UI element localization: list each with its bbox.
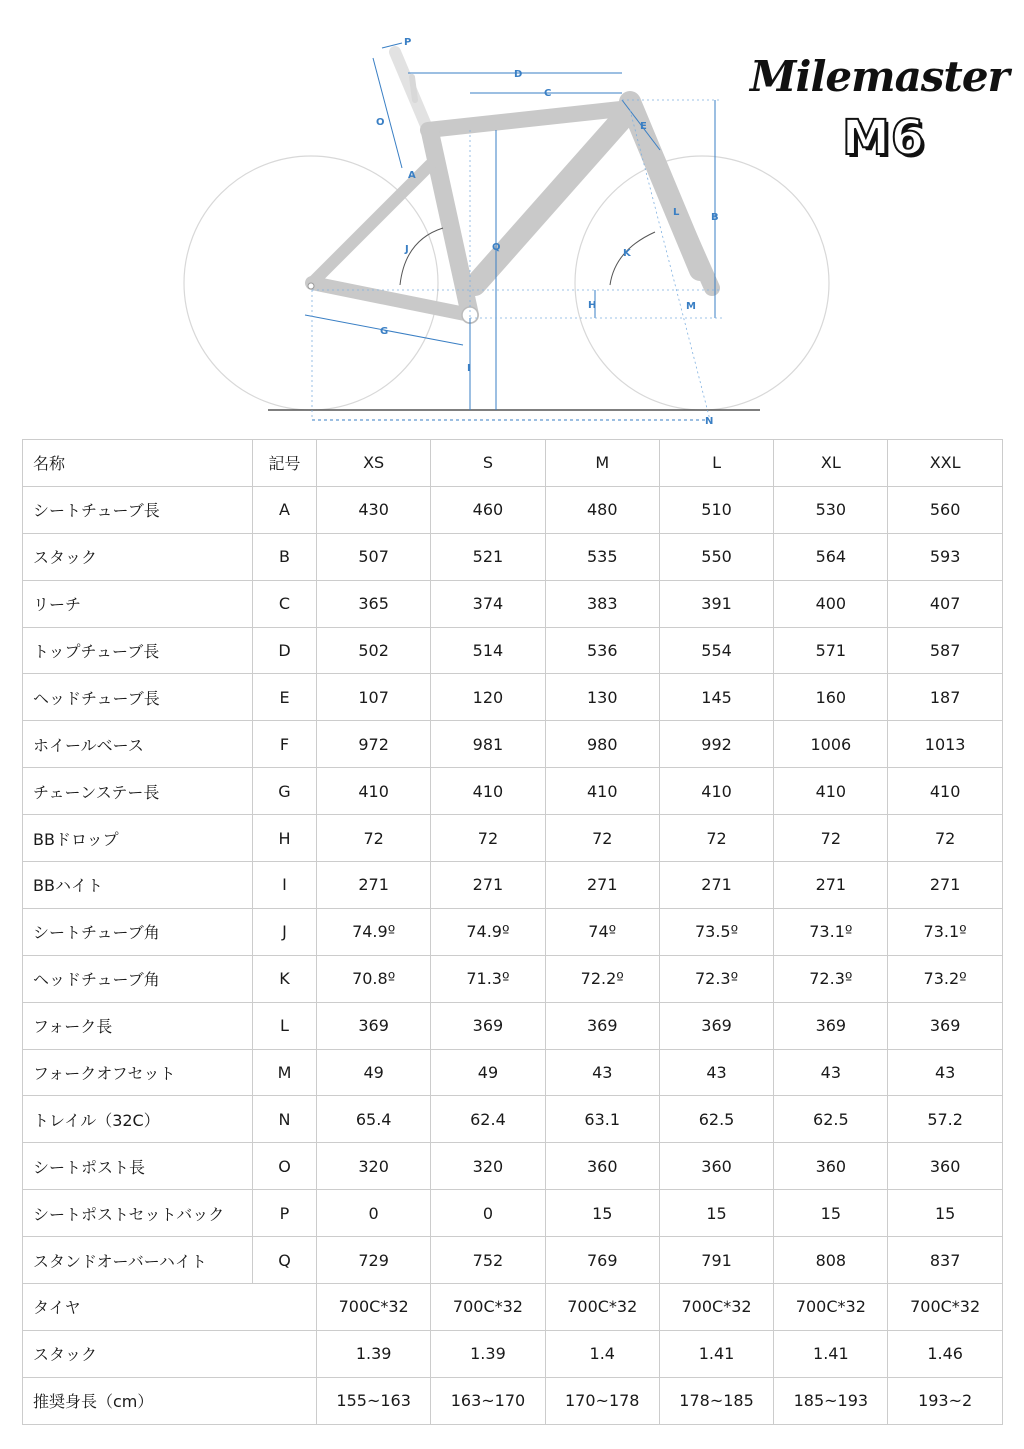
table-row <box>23 768 1003 815</box>
row-name: スタック <box>23 1330 317 1377</box>
label-c: C <box>544 88 552 99</box>
size-value: 700C*32 <box>431 1284 545 1331</box>
brand-script: Milemaster <box>750 52 1009 101</box>
label-i: I <box>467 363 471 374</box>
table-row <box>23 1143 1003 1190</box>
row-name: ホイールベース <box>23 721 253 768</box>
size-value: 410 <box>317 768 431 815</box>
table-row <box>23 1237 1003 1284</box>
size-value: 178~185 <box>659 1377 773 1424</box>
size-value: 374 <box>431 580 545 627</box>
size-value: 15 <box>774 1190 888 1237</box>
row-name: タイヤ <box>23 1284 317 1331</box>
row-name: シートポスト長 <box>23 1143 253 1190</box>
size-value: 587 <box>888 627 1002 674</box>
row-name: トップチューブ長 <box>23 627 253 674</box>
size-value: 271 <box>659 862 773 909</box>
size-value: 507 <box>317 533 431 580</box>
size-value: 360 <box>888 1143 1002 1190</box>
size-value: 71.3º <box>431 955 545 1002</box>
row-name: スタンドオーバーハイト <box>23 1237 253 1284</box>
geometry-table <box>22 439 1003 1425</box>
size-value: 1.41 <box>774 1330 888 1377</box>
size-value: 193~2 <box>888 1377 1002 1424</box>
row-code: O <box>253 1143 317 1190</box>
size-value: 72 <box>545 815 659 862</box>
header-cell: L <box>659 440 773 487</box>
table-header-row <box>23 440 1003 487</box>
size-value: 536 <box>545 627 659 674</box>
size-value: 808 <box>774 1237 888 1284</box>
size-value: 271 <box>431 862 545 909</box>
size-value: 1.41 <box>659 1330 773 1377</box>
size-value: 369 <box>317 1002 431 1049</box>
size-value: 550 <box>659 533 773 580</box>
size-value: 72 <box>774 815 888 862</box>
size-value: 391 <box>659 580 773 627</box>
size-value: 369 <box>774 1002 888 1049</box>
size-value: 1.4 <box>545 1330 659 1377</box>
size-value: 74.9º <box>431 908 545 955</box>
size-value: 992 <box>659 721 773 768</box>
size-value: 43 <box>545 1049 659 1096</box>
size-value: 187 <box>888 674 1002 721</box>
geometry-table-body <box>23 440 1003 1425</box>
row-code: L <box>253 1002 317 1049</box>
size-value: 1.39 <box>317 1330 431 1377</box>
row-name: フォーク長 <box>23 1002 253 1049</box>
row-name: チェーンステー長 <box>23 768 253 815</box>
table-row <box>23 1190 1003 1237</box>
table-row <box>23 1377 1003 1424</box>
size-value: 369 <box>659 1002 773 1049</box>
size-value: 564 <box>774 533 888 580</box>
row-code: E <box>253 674 317 721</box>
size-value: 410 <box>431 768 545 815</box>
row-name: シートチューブ角 <box>23 908 253 955</box>
table-row <box>23 1330 1003 1377</box>
size-value: 791 <box>659 1237 773 1284</box>
row-name: スタック <box>23 533 253 580</box>
row-code: H <box>253 815 317 862</box>
size-value: 130 <box>545 674 659 721</box>
table-row <box>23 627 1003 674</box>
size-value: 271 <box>317 862 431 909</box>
row-code: I <box>253 862 317 909</box>
size-value: 980 <box>545 721 659 768</box>
size-value: 360 <box>659 1143 773 1190</box>
table-row <box>23 580 1003 627</box>
row-code: Q <box>253 1237 317 1284</box>
size-value: 502 <box>317 627 431 674</box>
row-code: G <box>253 768 317 815</box>
size-value: 70.8º <box>317 955 431 1002</box>
size-value: 410 <box>659 768 773 815</box>
table-row <box>23 862 1003 909</box>
size-value: 320 <box>317 1143 431 1190</box>
size-value: 407 <box>888 580 1002 627</box>
row-code: C <box>253 580 317 627</box>
size-value: 15 <box>659 1190 773 1237</box>
size-value: 72 <box>317 815 431 862</box>
size-value: 700C*32 <box>659 1284 773 1331</box>
label-j: J <box>405 244 409 255</box>
size-value: 72 <box>431 815 545 862</box>
angle-arc-k <box>610 232 655 285</box>
label-m: M <box>686 301 696 312</box>
size-value: 43 <box>659 1049 773 1096</box>
table-row <box>23 815 1003 862</box>
table-row <box>23 1096 1003 1143</box>
table-row <box>23 674 1003 721</box>
size-value: 700C*32 <box>888 1284 1002 1331</box>
size-value: 1.46 <box>888 1330 1002 1377</box>
size-value: 700C*32 <box>317 1284 431 1331</box>
size-value: 410 <box>888 768 1002 815</box>
size-value: 271 <box>774 862 888 909</box>
size-value: 837 <box>888 1237 1002 1284</box>
size-value: 62.5 <box>774 1096 888 1143</box>
brand-model: M6 <box>842 110 926 166</box>
size-value: 1013 <box>888 721 1002 768</box>
row-name: BBドロップ <box>23 815 253 862</box>
size-value: 271 <box>888 862 1002 909</box>
row-code: P <box>253 1190 317 1237</box>
size-value: 365 <box>317 580 431 627</box>
size-value: 430 <box>317 486 431 533</box>
size-value: 73.5º <box>659 908 773 955</box>
size-value: 57.2 <box>888 1096 1002 1143</box>
size-value: 320 <box>431 1143 545 1190</box>
row-name: BBハイト <box>23 862 253 909</box>
table-row <box>23 486 1003 533</box>
table-row <box>23 908 1003 955</box>
size-value: 107 <box>317 674 431 721</box>
table-row <box>23 721 1003 768</box>
table-row <box>23 1284 1003 1331</box>
label-n: N <box>705 416 714 427</box>
label-p: P <box>404 37 412 48</box>
size-value: 535 <box>545 533 659 580</box>
size-value: 155~163 <box>317 1377 431 1424</box>
size-value: 383 <box>545 580 659 627</box>
size-value: 769 <box>545 1237 659 1284</box>
header-cell: S <box>431 440 545 487</box>
row-name: リーチ <box>23 580 253 627</box>
rear-axle <box>308 283 314 289</box>
size-value: 1006 <box>774 721 888 768</box>
bike-frame <box>312 52 712 315</box>
size-value: 700C*32 <box>545 1284 659 1331</box>
size-value: 62.4 <box>431 1096 545 1143</box>
label-d: D <box>514 69 523 80</box>
size-value: 15 <box>545 1190 659 1237</box>
size-value: 981 <box>431 721 545 768</box>
size-value: 74º <box>545 908 659 955</box>
size-value: 72.3º <box>659 955 773 1002</box>
size-value: 460 <box>431 486 545 533</box>
size-value: 49 <box>317 1049 431 1096</box>
size-value: 369 <box>431 1002 545 1049</box>
label-k: K <box>623 248 631 259</box>
size-value: 15 <box>888 1190 1002 1237</box>
size-value: 972 <box>317 721 431 768</box>
size-value: 400 <box>774 580 888 627</box>
row-code: B <box>253 533 317 580</box>
size-value: 73.1º <box>888 908 1002 955</box>
header-cell: M <box>545 440 659 487</box>
header-cell: 名称 <box>23 440 253 487</box>
header-cell: XL <box>774 440 888 487</box>
row-code: N <box>253 1096 317 1143</box>
size-value: 521 <box>431 533 545 580</box>
header-cell: 記号 <box>253 440 317 487</box>
label-o: O <box>376 117 385 128</box>
row-code: A <box>253 486 317 533</box>
size-value: 369 <box>545 1002 659 1049</box>
size-value: 160 <box>774 674 888 721</box>
size-value: 514 <box>431 627 545 674</box>
size-value: 72 <box>888 815 1002 862</box>
header-cell: XXL <box>888 440 1002 487</box>
size-value: 360 <box>545 1143 659 1190</box>
row-code: F <box>253 721 317 768</box>
size-value: 73.2º <box>888 955 1002 1002</box>
size-value: 185~193 <box>774 1377 888 1424</box>
size-value: 700C*32 <box>774 1284 888 1331</box>
angle-arc-j <box>400 228 443 285</box>
label-g: G <box>380 326 389 337</box>
row-name: トレイル（32C） <box>23 1096 253 1143</box>
size-value: 49 <box>431 1049 545 1096</box>
brand-logo <box>750 52 1009 172</box>
size-value: 593 <box>888 533 1002 580</box>
row-name: ヘッドチューブ角 <box>23 955 253 1002</box>
label-e: E <box>640 121 647 132</box>
size-value: 0 <box>317 1190 431 1237</box>
size-value: 163~170 <box>431 1377 545 1424</box>
size-value: 571 <box>774 627 888 674</box>
row-code: M <box>253 1049 317 1096</box>
size-value: 530 <box>774 486 888 533</box>
size-value: 554 <box>659 627 773 674</box>
size-value: 43 <box>888 1049 1002 1096</box>
size-value: 145 <box>659 674 773 721</box>
size-value: 480 <box>545 486 659 533</box>
table-row <box>23 533 1003 580</box>
row-name: フォークオフセット <box>23 1049 253 1096</box>
size-value: 170~178 <box>545 1377 659 1424</box>
size-value: 72 <box>659 815 773 862</box>
size-value: 72.3º <box>774 955 888 1002</box>
size-value: 510 <box>659 486 773 533</box>
row-name: シートポストセットバック <box>23 1190 253 1237</box>
label-a: A <box>408 170 416 181</box>
size-value: 410 <box>545 768 659 815</box>
label-b: B <box>711 212 719 223</box>
size-value: 62.5 <box>659 1096 773 1143</box>
row-name: ヘッドチューブ長 <box>23 674 253 721</box>
table-row <box>23 955 1003 1002</box>
row-name: シートチューブ長 <box>23 486 253 533</box>
label-h: H <box>588 300 597 311</box>
size-value: 74.9º <box>317 908 431 955</box>
size-value: 729 <box>317 1237 431 1284</box>
size-value: 1.39 <box>431 1330 545 1377</box>
size-value: 271 <box>545 862 659 909</box>
size-value: 43 <box>774 1049 888 1096</box>
row-code: J <box>253 908 317 955</box>
size-value: 360 <box>774 1143 888 1190</box>
size-value: 560 <box>888 486 1002 533</box>
header-cell: XS <box>317 440 431 487</box>
size-value: 72.2º <box>545 955 659 1002</box>
label-l: L <box>673 207 680 218</box>
row-code: K <box>253 955 317 1002</box>
row-code: D <box>253 627 317 674</box>
size-value: 65.4 <box>317 1096 431 1143</box>
row-name: 推奨身長（cm） <box>23 1377 317 1424</box>
size-value: 410 <box>774 768 888 815</box>
size-value: 0 <box>431 1190 545 1237</box>
table-row <box>23 1049 1003 1096</box>
size-value: 120 <box>431 674 545 721</box>
label-q: Q <box>492 242 501 253</box>
table-row <box>23 1002 1003 1049</box>
size-value: 369 <box>888 1002 1002 1049</box>
size-value: 63.1 <box>545 1096 659 1143</box>
size-value: 752 <box>431 1237 545 1284</box>
size-value: 73.1º <box>774 908 888 955</box>
